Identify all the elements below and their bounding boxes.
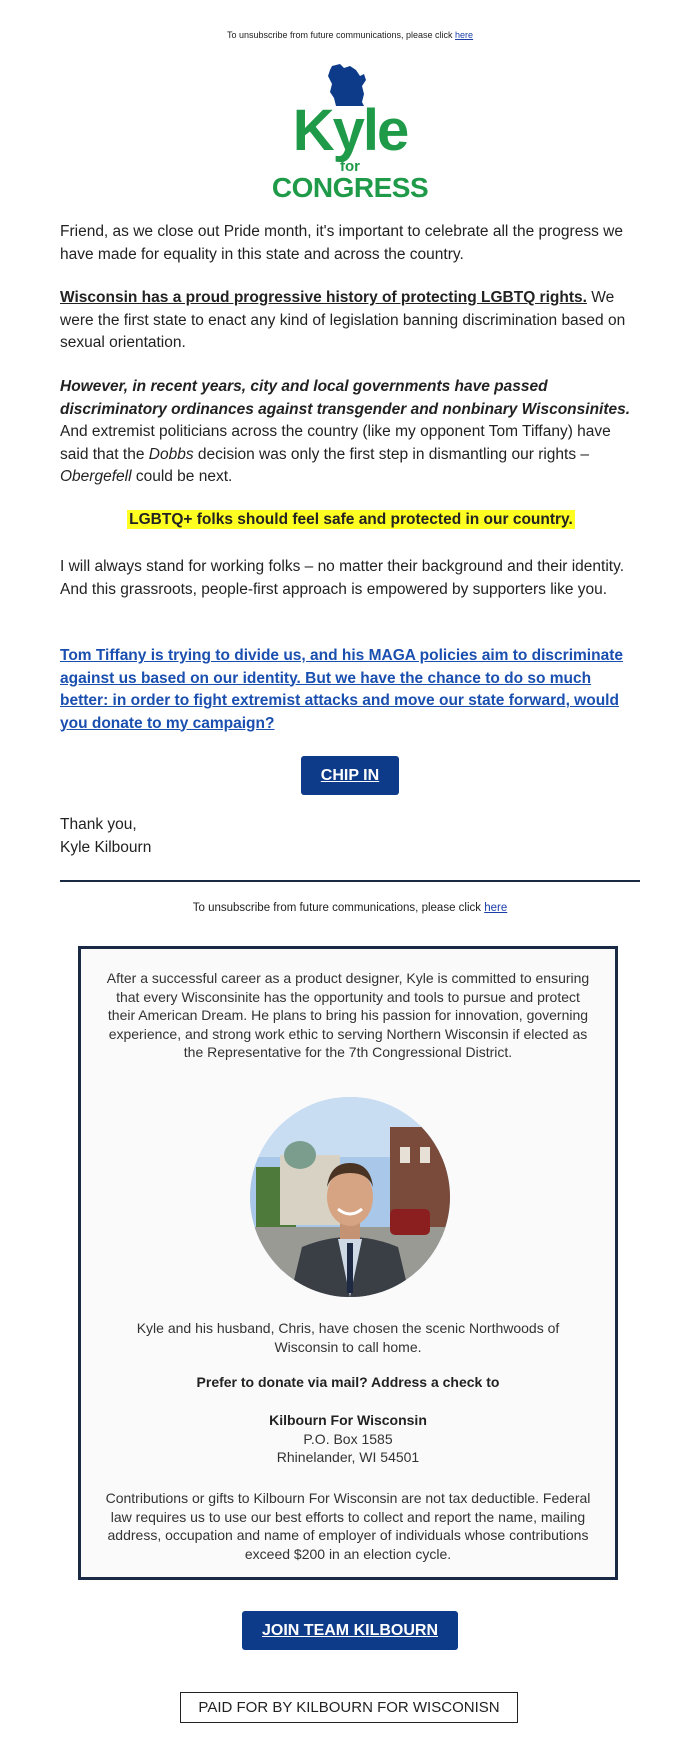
threat-headline: However, in recent years, city and local governments have passed discriminatory ordinances against transgender and nonbinary Wisconsinites. <box>60 378 631 418</box>
top-unsubscribe-notice <box>0 30 700 40</box>
logo-for: for <box>340 158 360 175</box>
footer-unsubscribe-notice <box>0 902 700 914</box>
address-line-2: Rhinelander, WI 54501 <box>276 1449 420 1465</box>
history-text: We were the first state to enact any kind of legislation banning discrimination based on sexual orientation. <box>60 289 626 351</box>
divider <box>60 880 640 882</box>
highlight-statement <box>60 509 642 532</box>
paid-for-disclaimer: PAID FOR BY KILBOURN FOR WISCONISN <box>180 1692 518 1723</box>
highlight-text: LGBTQ+ folks should feel safe and protected in our country. <box>129 511 573 528</box>
mailing-address <box>105 1411 591 1467</box>
campaign-logo <box>270 62 430 202</box>
signoff <box>60 814 642 859</box>
contribution-disclaimer: Contributions or gifts to Kilbourn For Wisconsin are not tax deductible. Federal law requires us to use our best efforts to collect and report the name, mailing address, occupation and name of employer of individuals whose contributions exceed $200 in an election cycle. <box>105 1490 591 1562</box>
address-line-1: P.O. Box 1585 <box>303 1430 393 1447</box>
bio-family: Kyle and his husband, Chris, have chosen the scenic Northwoods of Wisconsin to call home. <box>136 1320 560 1355</box>
candidate-photo <box>250 1097 450 1297</box>
footer-unsubscribe-link[interactable]: here <box>484 902 508 914</box>
chip-in-button[interactable]: CHIP IN <box>301 756 399 795</box>
signature-text: Kyle Kilbourn <box>60 838 152 856</box>
dobbs-text: Dobbs <box>148 445 194 463</box>
paragraph-working-folks: I will always stand for working folks – no matter their background and their identity. And this grassroots, people-first approach is empowered by supporters like you. <box>60 558 625 598</box>
threat-text-b: decision was only the first step in dismantling our rights – <box>193 445 590 463</box>
bio-box <box>78 946 618 1580</box>
paragraph-history <box>60 287 642 355</box>
unsubscribe-link[interactable]: here <box>455 30 474 40</box>
paragraph-threat <box>60 376 642 489</box>
threat-text-a: And extremist politicians across the country (like my opponent Tom Tiffany) have said that the <box>60 423 611 463</box>
threat-text-c: could be next. <box>131 468 233 485</box>
footer-unsubscribe-text: To unsubscribe from future communications, please click <box>192 902 485 914</box>
org-name: Kilbourn For Wisconsin <box>269 1412 427 1428</box>
bio-intro: After a successful career as a product designer, Kyle is committed to ensuring that every Wisconsinite has the opportunity and tools to pursue and protect their American Dream. He plans to bring his passion for innovation, governing experience, and strong work ethic to serving Northern Wisconsin if elected as the Representative for the 7th Congressional District. <box>106 970 590 1060</box>
donate-appeal-link[interactable]: Tom Tiffany is trying to divide us, and his MAGA policies aim to discriminate against us based on our identity. But we have the chance to do so much better: in order to fight extremist attacks and move our state forward, would you donate to my campaign? <box>60 647 623 732</box>
join-team-button[interactable]: JOIN TEAM KILBOURN <box>242 1611 458 1650</box>
thanks-text: Thank you, <box>60 816 137 833</box>
unsubscribe-text: To unsubscribe from future communications, please click <box>226 30 456 40</box>
mail-donation-heading: Prefer to donate via mail? Address a check to <box>196 1374 500 1390</box>
logo-name: Kyle <box>292 98 408 163</box>
obergefell-text: Obergefell <box>60 468 132 485</box>
paragraph-intro: Friend, as we close out Pride month, it's important to celebrate all the progress we have made for equality in this state and across the country. <box>60 223 623 263</box>
logo-congress: CONGRESS <box>271 172 429 203</box>
history-headline: Wisconsin has a proud progressive history of protecting LGBTQ rights. <box>60 289 587 306</box>
